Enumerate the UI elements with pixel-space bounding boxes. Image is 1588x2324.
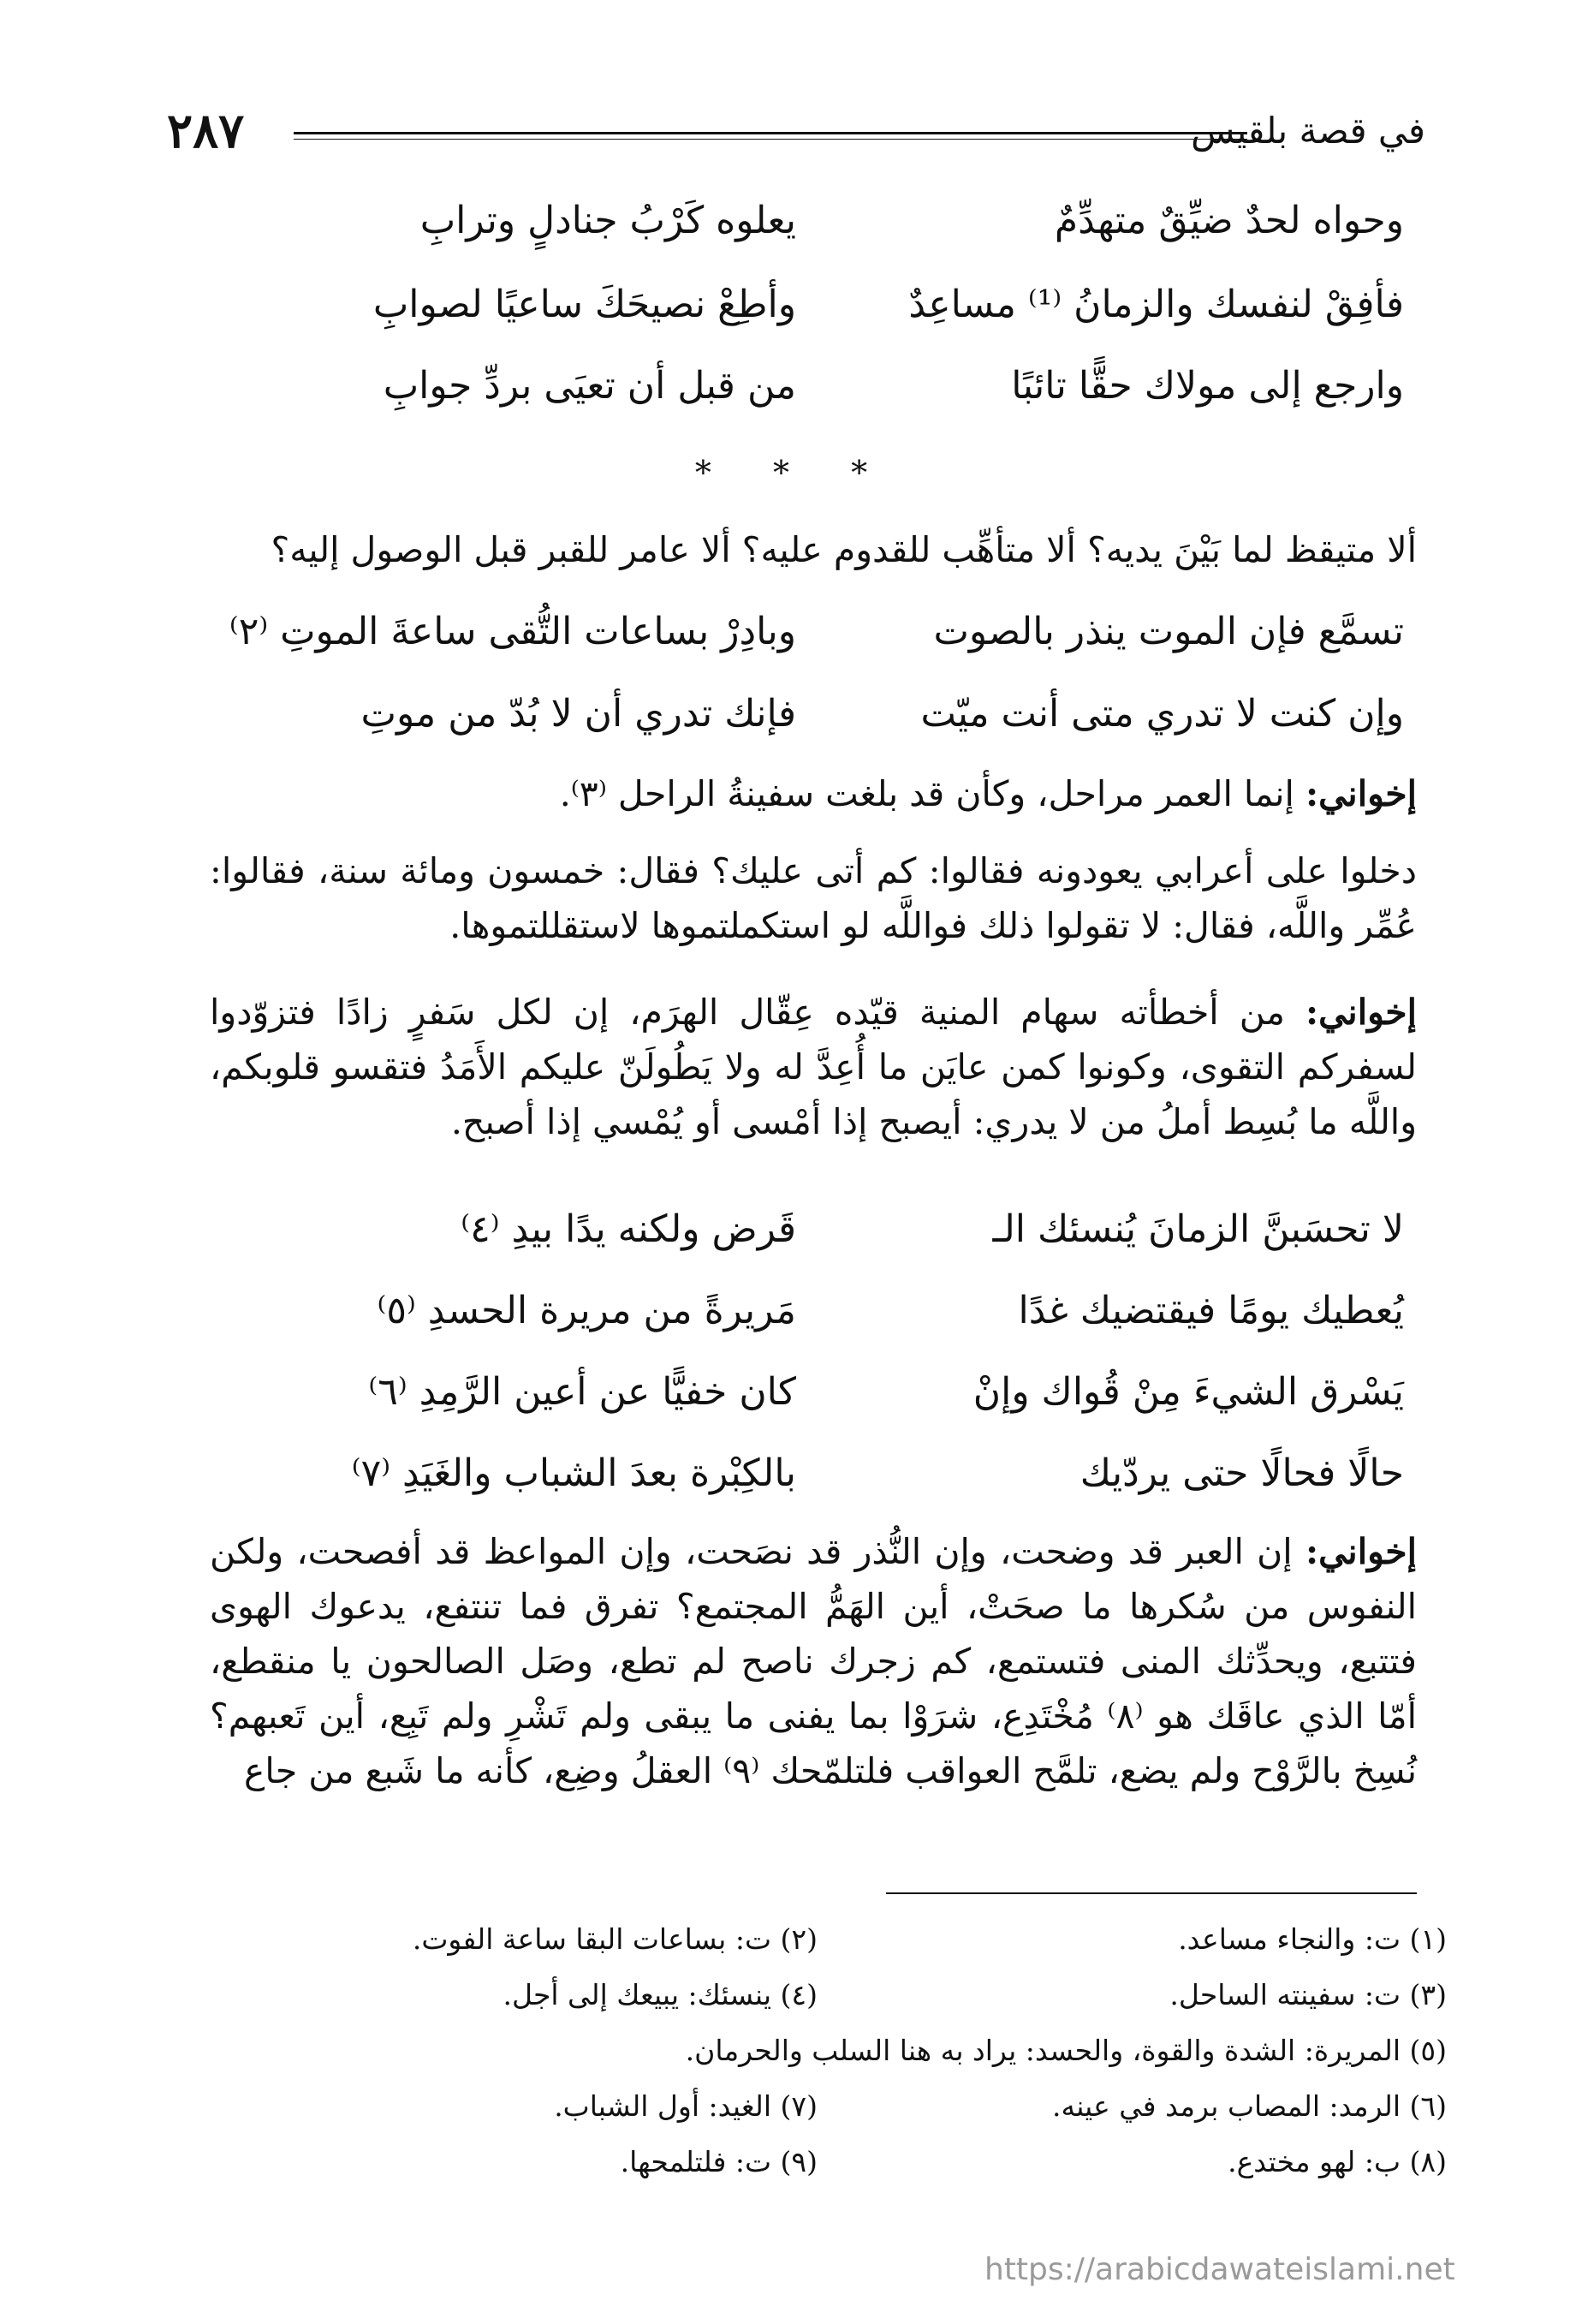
verse-hemistich-first: يَسْرق الشيءَ مِنْ قُواك وإنْ — [972, 1370, 1404, 1414]
paragraph-text: إنما العمر مراحل، وكأن قد بلغت سفينةُ الراحل ⁽٣⁾. — [559, 773, 1305, 814]
verse-hemistich-second: وأطِعْ نصيحَكَ ساعيًا لصوابِ — [372, 283, 796, 326]
verse-hemistich-first: وارجع إلى مولاك حقًّا تائبًا — [1011, 364, 1404, 408]
verse-line — [283, 1289, 1404, 1349]
verse-hemistich-first: لا تحسَبنَّ الزمانَ يُنسئك الـ — [992, 1207, 1404, 1251]
verse-line — [283, 692, 1404, 752]
page-number: ٢٨٧ — [167, 103, 245, 159]
footnote: (٧) الغيد: أول الشباب. — [554, 2089, 818, 2123]
footnote: (٤) ينسئك: يبيعك إلى أجل. — [503, 1978, 818, 2011]
verse-hemistich-first: وحواه لحدٌ ضيِّقٌ متهدِّمٌ — [1054, 199, 1404, 242]
verse-hemistich-second: من قبل أن تعيَى بردِّ جوابِ — [383, 364, 796, 408]
paragraph-text: إن العبر قد وضحت، وإن النُّذر قد نصَحت، وإن المواعظ قد أفصحت، ولكن النفوس من سُكرها ما صحَتْ، أين الهَمُّ المجتمع؟ تفرق فما تنتفع، يدعوك الهوى فتتبع، ويحدِّثك المنى فتستمع، كم زجرك ناصح لم تطع، وصَل الصالحون يا منقطع، أمّا الذي عاقَك هو ⁽٨⁾ مُخْتَدِع، شرَوْا بما يفنى ما يبقى ولم تَشْرِ ولم تَبِع، أين تَعبهم؟ نُسِخ بالرَّوْح ولم يضع، تلمَّح العواقب فلتلمّحك ⁽٩⁾ العقلُ وضِع، كأنه ما شَبع من جاع — [210, 1531, 1417, 1791]
footnote: (٨) ب: لهو مختدع. — [1228, 2145, 1447, 2178]
header-title: في قصة بلقيس — [1191, 110, 1425, 152]
header-rule — [294, 132, 1247, 134]
footnote-rule — [886, 1892, 1417, 1894]
verse-line — [229, 610, 1404, 670]
paragraph: ألا متيقظ لما بَيْنَ يديه؟ ألا متأهِّب للقدوم عليه؟ ألا عامر للقبر قبل الوصول إليه؟ — [271, 529, 1417, 570]
paragraph-text: من أخطأته سهام المنية قيّده عِقّال الهرَم، إن لكل سَفرٍ زادًا فتزوّدوا لسفركم التقوى، وكونوا كمن عايَن ما أُعِدَّ له ولا يَطُولَنّ عليكم الأَمَدُ فتقسو قلوبكم، واللَّه ما بُسِط أملُ من لا يدري: أيصبح إذا أمْسى أو يُمْسي إذا أصبح. — [210, 992, 1417, 1142]
verse-hemistich-first: وإن كنت لا تدري متى أنت ميّت — [920, 692, 1404, 736]
footnote: (٦) الرمد: المصاب برمد في عينه. — [1052, 2089, 1447, 2123]
footnote: (١) ت: والنجاء مساعد. — [1178, 1922, 1447, 1956]
watermark-url: https://arabicdawateislami.net — [984, 2252, 1455, 2287]
footnote: (٩) ت: فلتلمحها. — [620, 2145, 818, 2178]
paragraph-lead: إخواني: — [1305, 992, 1417, 1033]
footnote: (٣) ت: سفينته الساحل. — [1169, 1978, 1447, 2011]
header-rule-thin — [294, 139, 1247, 140]
verse-hemistich-second: كان خفيًّا عن أعين الرَّمِدِ ⁽٦⁾ — [368, 1370, 796, 1414]
verse-hemistich-second: مَريرةً من مريرة الحسدِ ⁽٥⁾ — [377, 1289, 796, 1332]
verse-hemistich-second: وبادِرْ بساعات التُّقى ساعةَ الموتِ ⁽٢⁾ — [229, 610, 796, 653]
verse-hemistich-first: تسمَّع فإن الموت ينذر بالصوت — [933, 610, 1404, 653]
footnote: (٥) المريرة: الشدة والقوة، والحسد: يراد به هنا السلب والحرمان. — [685, 2034, 1447, 2067]
section-separator: * * * — [694, 454, 894, 492]
verse-hemistich-second: بالكِبْرة بعدَ الشباب والغَيَدِ ⁽٧⁾ — [351, 1451, 796, 1495]
verse-line — [283, 199, 1404, 259]
verse-hemistich-first: حالًا فحالًا حتى يردّيك — [1079, 1451, 1404, 1495]
verse-hemistich-first: يُعطيك يومًا فيقتضيك غدًا — [1018, 1289, 1404, 1332]
paragraph: دخلوا على أعرابي يعودونه فقالوا: كم أتى عليك؟ فقال: خمسون ومائة سنة، فقالوا: عُمِّر واللَّه، فقال: لا تقولوا ذلك فواللَّه لو استكملتموها لاستقللتموها. — [210, 850, 1417, 946]
verse-line — [283, 364, 1404, 424]
verse-hemistich-second: يعلوه كَرْبُ جنادلٍ وترابِ — [419, 199, 796, 242]
verse-line — [283, 1370, 1404, 1430]
verse-line — [283, 1207, 1404, 1267]
verse-line — [283, 1451, 1404, 1511]
paragraph — [210, 1524, 1417, 1798]
footnote: (٢) ت: بساعات البقا ساعة الفوت. — [412, 1922, 818, 1956]
verse-hemistich-first: فأفِقْ لنفسك والزمانُ ⁽¹⁾ مساعِدٌ — [908, 283, 1404, 326]
paragraph — [210, 985, 1417, 1149]
running-header — [167, 103, 1425, 161]
paragraph-lead: إخواني: — [1305, 1531, 1417, 1572]
verse-line — [283, 283, 1404, 343]
verse-hemistich-second: قَرض ولكنه يدًا بيدِ ⁽٤⁾ — [461, 1207, 796, 1251]
paragraph — [210, 766, 1417, 821]
verse-hemistich-second: فإنك تدري أن لا بُدّ من موتِ — [360, 692, 796, 736]
paragraph-lead: إخواني: — [1305, 773, 1417, 814]
